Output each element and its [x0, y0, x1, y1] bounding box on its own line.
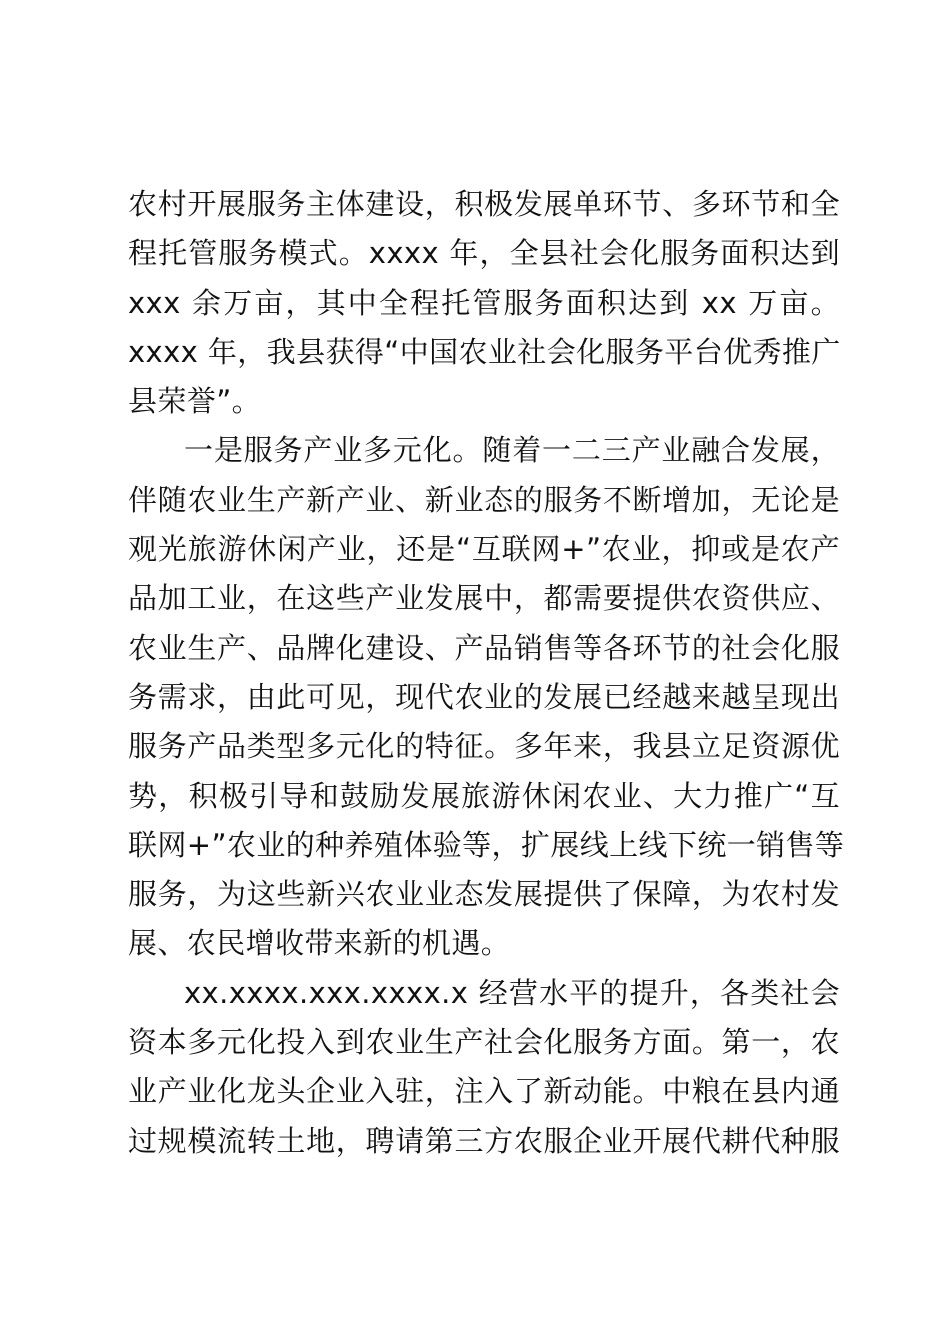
text-line: 务需求，由此可见，现代农业的发展已经越来越呈现出	[128, 679, 840, 714]
text-line: 品加工业，在这些产业发展中，都需要提供农资供应、	[128, 581, 840, 616]
text-line: 资本多元化投入到农业生产社会化服务方面。第一，农	[128, 1025, 840, 1060]
text-line: xxx 余万亩，其中全程托管服务面积达到 xx 万亩。	[128, 285, 840, 320]
body-text	[128, 180, 845, 1166]
text-line: 程托管服务模式。xxxx 年，全县社会化服务面积达到	[128, 236, 840, 271]
text-line: xxxx 年，我县获得“中国农业社会化服务平台优秀推广	[128, 334, 841, 369]
text-line: 业产业化龙头企业入驻，注入了新动能。中粮在县内通	[128, 1074, 840, 1109]
text-line: xx.xxxx.xxx.xxxx.x 经营水平的提升，各类社会	[184, 975, 840, 1010]
text-line: 服务，为这些新兴农业业态发展提供了保障，为农村发	[128, 877, 840, 912]
text-line: 县荣誉”。	[128, 384, 262, 419]
text-line: 服务产品类型多元化的特征。多年来，我县立足资源优	[128, 729, 840, 764]
text-line: 一是服务产业多元化。随着一二三产业融合发展，	[184, 433, 840, 468]
text-line: 过规模流转土地，聘请第三方农服企业开展代耕代种服	[128, 1123, 840, 1158]
text-line: 联网+”农业的种养殖体验等，扩展线上线下统一销售等	[128, 827, 845, 862]
text-line: 农村开展服务主体建设，积极发展单环节、多环节和全	[128, 187, 840, 221]
text-line: 展、农民增收带来新的机遇。	[128, 926, 511, 961]
text-line: 农业生产、品牌化建设、产品销售等各环节的社会化服	[128, 630, 840, 665]
text-line: 势，积极引导和鼓励发展旅游休闲农业、大力推广“互	[128, 778, 840, 813]
text-line: 伴随农业生产新产业、新业态的服务不断增加，无论是	[128, 482, 840, 517]
text-line: 观光旅游休闲产业，还是“互联网+”农业，抑或是农产	[128, 532, 840, 567]
